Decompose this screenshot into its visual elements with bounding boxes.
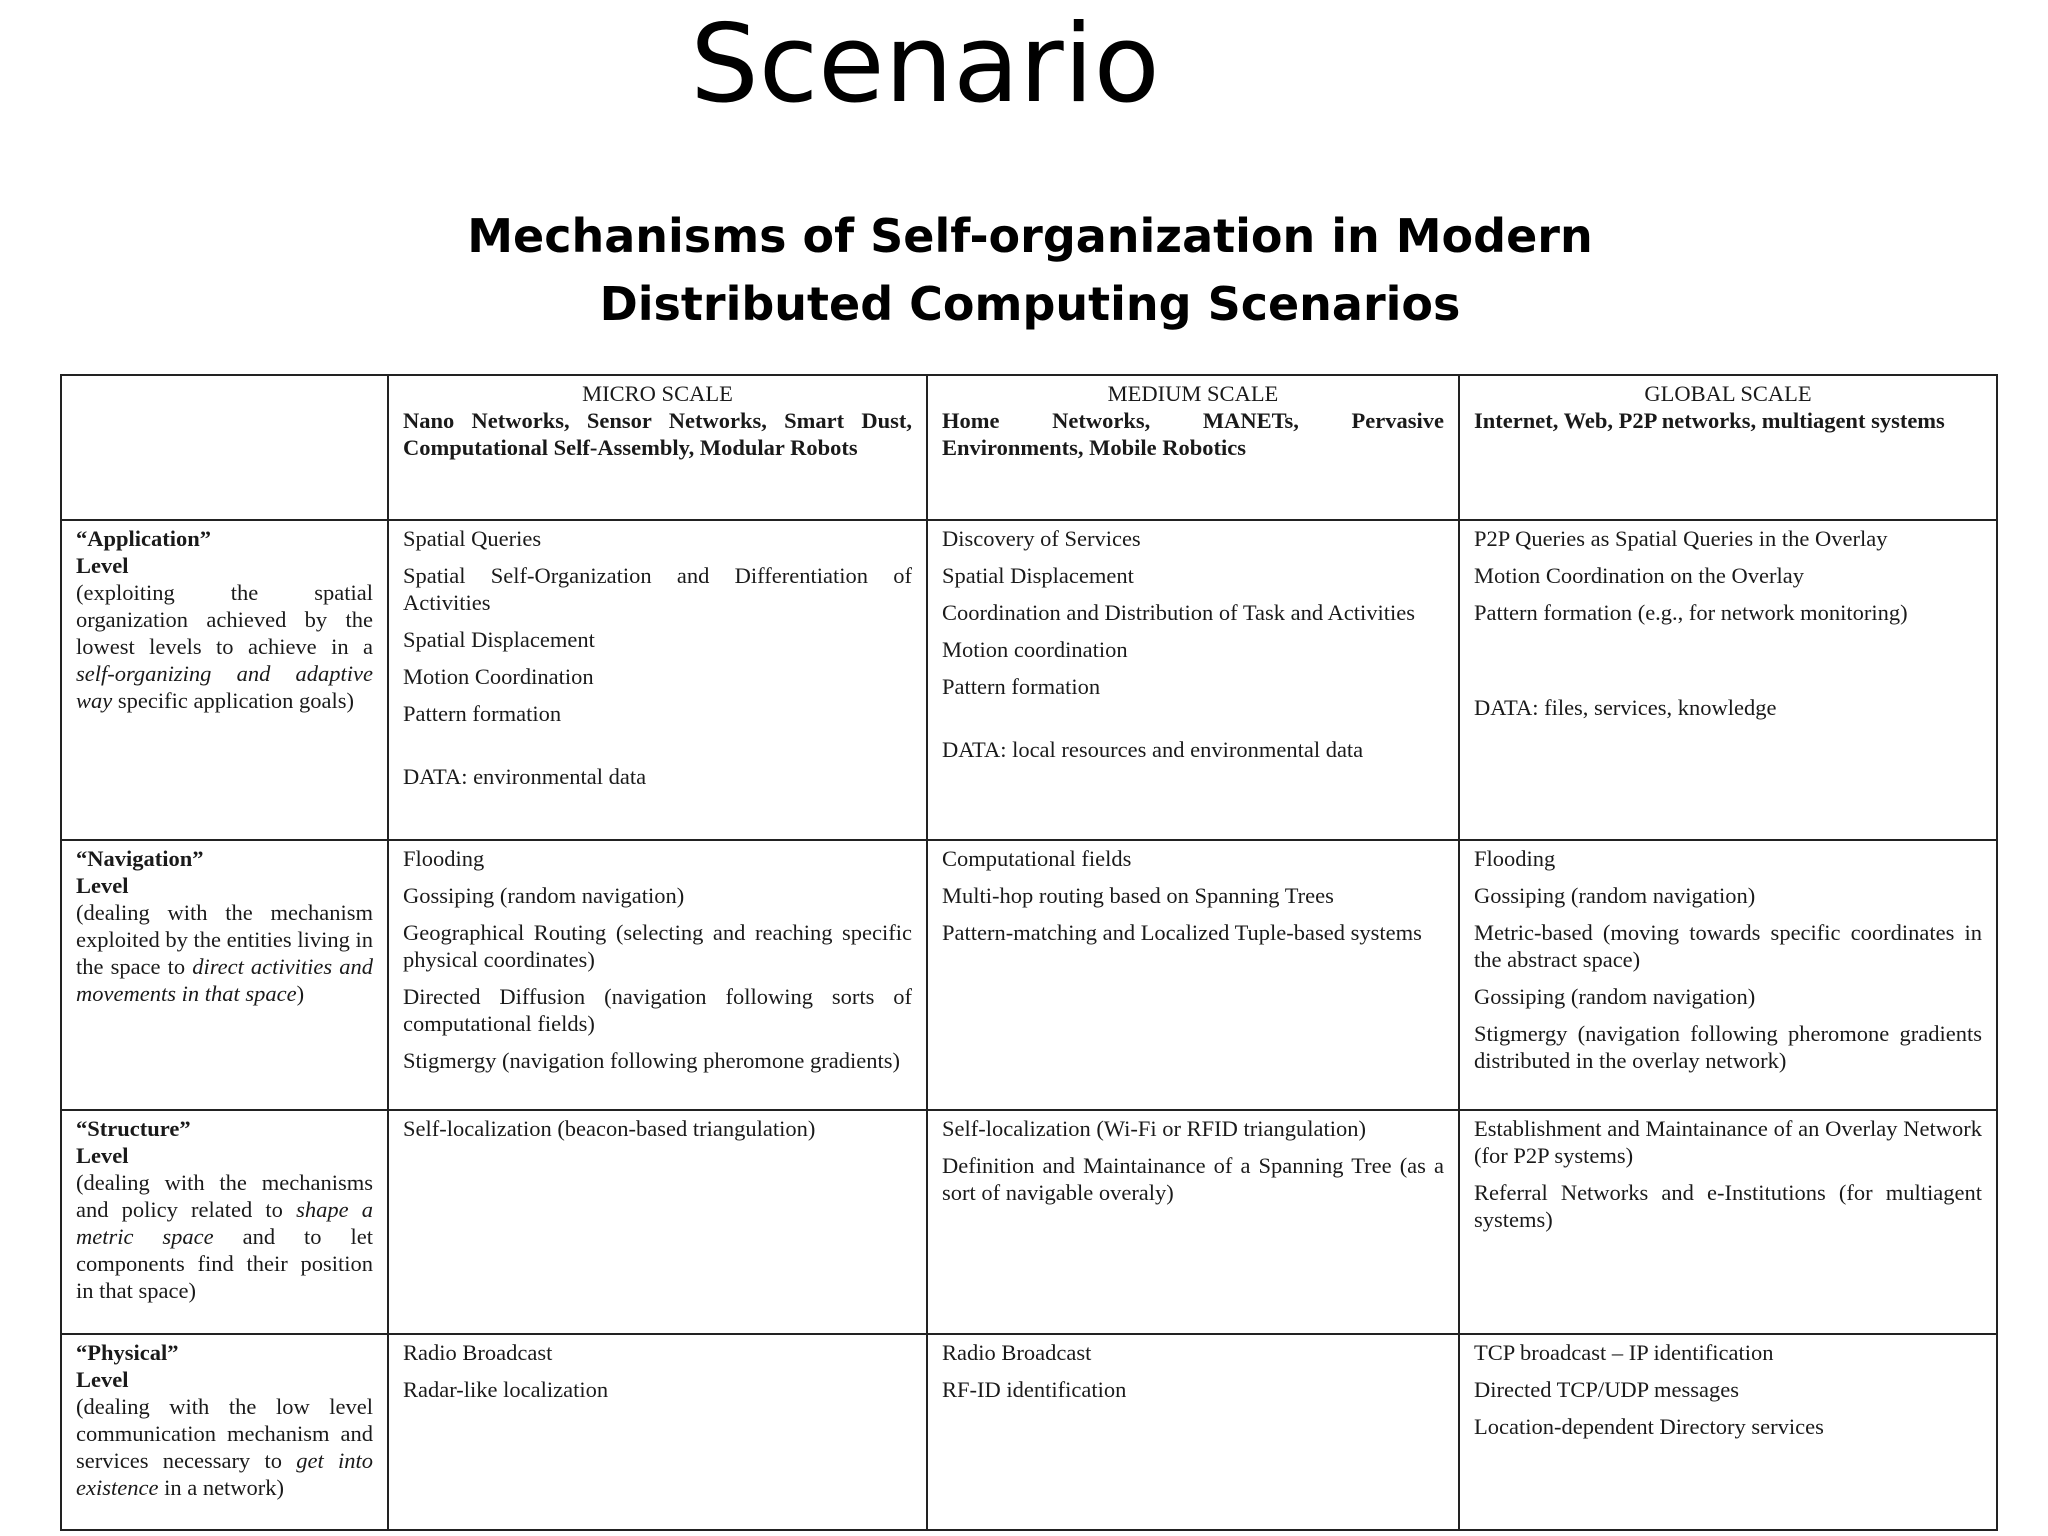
level-description: (dealing with the mechanism exploited by the entities living in the space to direct activities and movements in that space) bbox=[76, 900, 373, 1006]
list-item: Stigmergy (navigation following pheromone gradients distributed in the overlay network) bbox=[1474, 1021, 1982, 1073]
list-item: Referral Networks and e-Institutions (for multiagent systems) bbox=[1474, 1180, 1982, 1232]
list-item: Directed TCP/UDP messages bbox=[1474, 1377, 1739, 1402]
list-item: Motion coordination bbox=[942, 637, 1128, 662]
list-item: Flooding bbox=[1474, 846, 1556, 871]
micro-cell bbox=[388, 1334, 927, 1530]
scale-name: MICRO SCALE bbox=[582, 381, 733, 406]
micro-cell bbox=[388, 1110, 927, 1334]
level-name: “Application” bbox=[76, 526, 212, 551]
level-name: “Physical” bbox=[76, 1340, 179, 1365]
list-item: Motion Coordination bbox=[403, 664, 594, 689]
list-item: Metric-based (moving towards specific coordinates in the abstract space) bbox=[1474, 920, 1982, 972]
mechanisms-table bbox=[60, 374, 1998, 1531]
list-item: Radio Broadcast bbox=[403, 1340, 553, 1365]
global-cell bbox=[1459, 1110, 1997, 1334]
table-caption bbox=[460, 202, 1600, 338]
global-cell bbox=[1459, 520, 1997, 840]
level-name: “Navigation” bbox=[76, 846, 204, 871]
list-item: Spatial Displacement bbox=[403, 627, 595, 652]
micro-cell bbox=[388, 840, 927, 1110]
caption-line-1: Mechanisms of Self-organization in Modern bbox=[467, 209, 1593, 263]
scale-name: MEDIUM SCALE bbox=[1107, 381, 1279, 406]
data-note: DATA: files, services, knowledge bbox=[1474, 695, 1777, 720]
level-label-cell bbox=[61, 520, 388, 840]
list-item: Coordination and Distribution of Task and Activities bbox=[942, 600, 1415, 625]
list-item: Computational fields bbox=[942, 846, 1132, 871]
medium-cell bbox=[927, 1334, 1459, 1530]
scale-name: GLOBAL SCALE bbox=[1644, 381, 1812, 406]
level-label-cell bbox=[61, 1334, 388, 1530]
list-item: Pattern-matching and Localized Tuple-based systems bbox=[942, 920, 1422, 945]
data-note: DATA: local resources and environmental data bbox=[942, 737, 1364, 762]
scale-examples: Internet, Web, P2P networks, multiagent systems bbox=[1474, 408, 1945, 433]
medium-cell bbox=[927, 840, 1459, 1110]
list-item: Establishment and Maintainance of an Overlay Network (for P2P systems) bbox=[1474, 1116, 1982, 1168]
list-item: Discovery of Services bbox=[942, 526, 1141, 551]
scale-examples: Nano Networks, Sensor Networks, Smart Dust, Computational Self-Assembly, Modular Robots bbox=[403, 408, 912, 460]
list-item: Geographical Routing (selecting and reaching specific physical coordinates) bbox=[403, 920, 912, 972]
list-item: Location-dependent Directory services bbox=[1474, 1414, 1824, 1439]
list-item: RF-ID identification bbox=[942, 1377, 1127, 1402]
list-item: Spatial Queries bbox=[403, 526, 542, 551]
caption-line-2: Distributed Computing Scenarios bbox=[599, 277, 1461, 331]
level-description: (dealing with the low level communication mechanism and services necessary to get into existence in a network) bbox=[76, 1394, 373, 1500]
list-item: Radio Broadcast bbox=[942, 1340, 1092, 1365]
corner-cell bbox=[61, 375, 388, 520]
list-item: Gossiping (random navigation) bbox=[1474, 883, 1756, 908]
slide-title: Scenario bbox=[690, 2, 1160, 127]
medium-cell bbox=[927, 1110, 1459, 1334]
level-word: Level bbox=[76, 1143, 129, 1168]
level-label-cell bbox=[61, 1110, 388, 1334]
global-cell bbox=[1459, 840, 1997, 1110]
list-item: Pattern formation bbox=[403, 701, 562, 726]
list-item: Gossiping (random navigation) bbox=[403, 883, 685, 908]
micro-cell bbox=[388, 520, 927, 840]
list-item: Multi-hop routing based on Spanning Trees bbox=[942, 883, 1334, 908]
header-medium-scale bbox=[927, 375, 1459, 520]
global-cell bbox=[1459, 1334, 1997, 1530]
list-item: Stigmergy (navigation following pheromone gradients) bbox=[403, 1048, 900, 1073]
medium-cell bbox=[927, 520, 1459, 840]
level-name: “Structure” bbox=[76, 1116, 191, 1141]
level-description: (exploiting the spatial organization achieved by the lowest levels to achieve in a self-organizing and adaptive way specific application goals) bbox=[76, 580, 373, 713]
list-item: Pattern formation bbox=[942, 674, 1101, 699]
level-word: Level bbox=[76, 873, 129, 898]
level-word: Level bbox=[76, 553, 129, 578]
list-item: TCP broadcast – IP identification bbox=[1474, 1340, 1774, 1365]
level-word: Level bbox=[76, 1367, 129, 1392]
list-item: Self-localization (Wi-Fi or RFID triangulation) bbox=[942, 1116, 1366, 1141]
data-note: DATA: environmental data bbox=[403, 764, 647, 789]
list-item: Directed Diffusion (navigation following sorts of computational fields) bbox=[403, 984, 912, 1036]
table-row-application-level bbox=[61, 520, 1997, 840]
table-row-structure-level bbox=[61, 1110, 1997, 1334]
list-item: Self-localization (beacon-based triangulation) bbox=[403, 1116, 816, 1141]
list-item: Spatial Self-Organization and Differentiation of Activities bbox=[403, 563, 912, 615]
table-row-navigation-level bbox=[61, 840, 1997, 1110]
list-item: Pattern formation (e.g., for network monitoring) bbox=[1474, 600, 1908, 625]
table-row-physical-level bbox=[61, 1334, 1997, 1530]
list-item: Motion Coordination on the Overlay bbox=[1474, 563, 1804, 588]
level-description: (dealing with the mechanisms and policy related to shape a metric space and to let components find their position in that space) bbox=[76, 1170, 373, 1303]
list-item: P2P Queries as Spatial Queries in the Overlay bbox=[1474, 526, 1888, 551]
list-item: Gossiping (random navigation) bbox=[1474, 984, 1756, 1009]
list-item: Spatial Displacement bbox=[942, 563, 1134, 588]
list-item: Flooding bbox=[403, 846, 485, 871]
list-item: Radar-like localization bbox=[403, 1377, 609, 1402]
level-label-cell bbox=[61, 840, 388, 1110]
scale-examples: Home Networks, MANETs, Pervasive Environments, Mobile Robotics bbox=[942, 408, 1444, 460]
header-micro-scale bbox=[388, 375, 927, 520]
list-item: Definition and Maintainance of a Spanning Tree (as a sort of navigable overaly) bbox=[942, 1153, 1444, 1205]
table-header-row bbox=[61, 375, 1997, 520]
header-global-scale bbox=[1459, 375, 1997, 520]
